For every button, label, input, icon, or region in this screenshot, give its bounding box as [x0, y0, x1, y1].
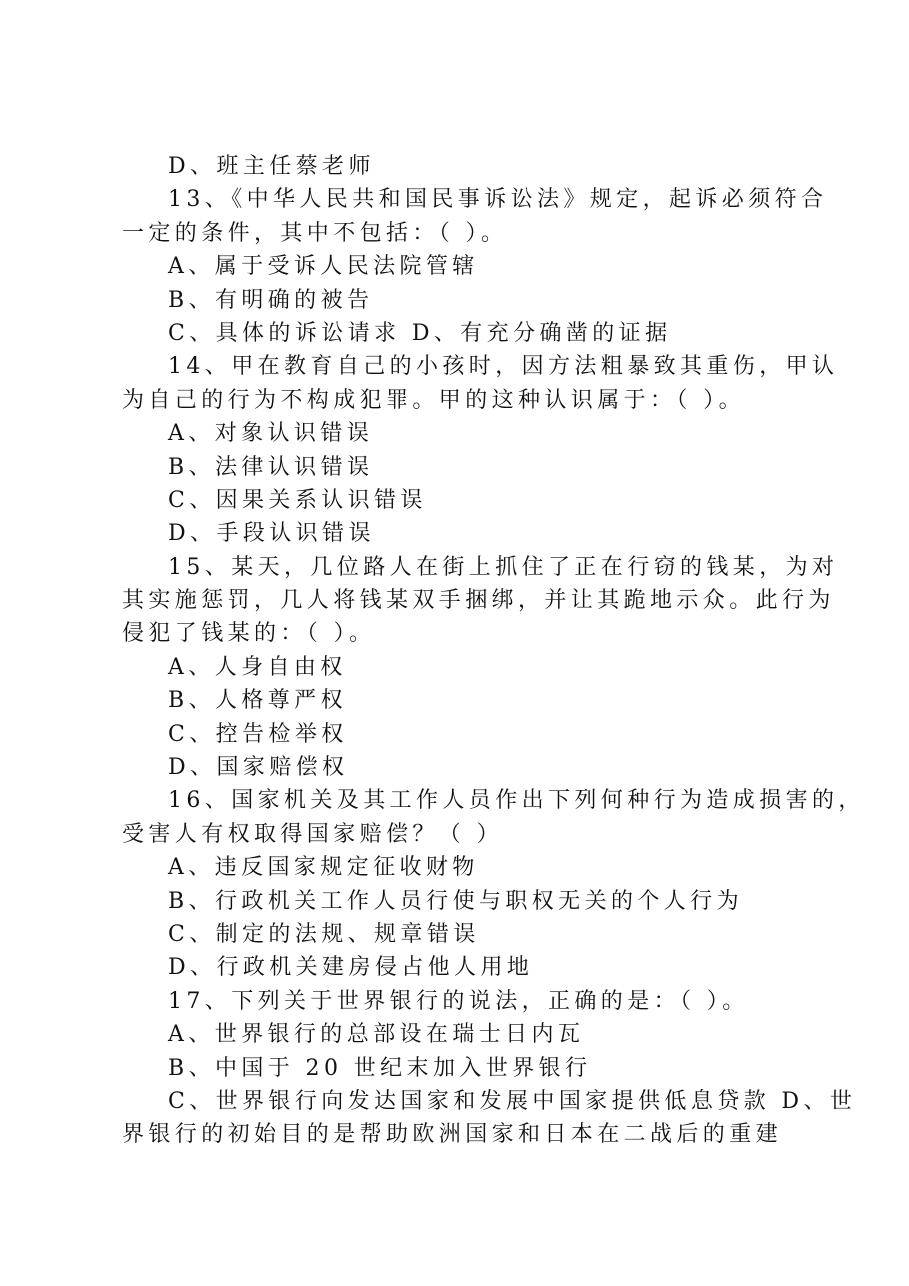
option-line: A、违反国家规定征收财物	[168, 855, 479, 881]
option-line: D、行政机关建房侵占他人用地	[168, 955, 534, 981]
option-line: A、属于受诉人民法院管辖	[168, 254, 479, 280]
question-13-stem-cont: 一定的条件，其中不包括：（ ）。	[122, 220, 508, 246]
text-line: D、班主任蔡老师	[168, 154, 375, 179]
option-line: C、控告检举权	[168, 721, 348, 747]
option-line: B、行政机关工作人员行使与职权无关的个人行为	[168, 888, 743, 914]
option-line: A、世界银行的总部设在瑞士日内瓦	[168, 1022, 585, 1048]
question-15-stem-cont: 其实施惩罚，几人将钱某双手捆绑，并让其跪地示众。此行为	[122, 588, 835, 614]
option-line: C、世界银行向发达国家和发展中国家提供低息贷款 D、世	[168, 1088, 857, 1114]
question-13-stem: 13、《中华人民共和国民事诉讼法》规定，起诉必须符合	[168, 187, 828, 213]
question-15-stem: 15、某天，几位路人在街上抓住了正在行窃的钱某，为对	[168, 554, 839, 580]
question-15-stem-cont: 侵犯了钱某的：（ ）。	[122, 621, 376, 647]
option-line: C、因果关系认识错误	[168, 487, 427, 513]
question-14-stem-cont: 为自己的行为不构成犯罪。甲的这种认识属于：（ ）。	[122, 387, 745, 413]
option-line: A、人身自由权	[168, 654, 347, 680]
option-line: C、制定的法规、规章错误	[168, 921, 480, 947]
option-line: B、人格尊严权	[168, 688, 347, 714]
option-line: A、对象认识错误	[168, 421, 374, 447]
option-line-cont: 界银行的初始目的是帮助欧洲国家和日本在二战后的重建	[122, 1122, 783, 1148]
question-16-stem-cont: 受害人有权取得国家赔偿？（ ）	[122, 821, 503, 847]
option-line: B、有明确的被告	[168, 287, 374, 313]
option-line: B、中国于 20 世纪末加入世界银行	[168, 1055, 592, 1081]
option-line: D、手段认识错误	[168, 521, 375, 547]
question-16-stem: 16、国家机关及其工作人员作出下列何种行为造成损害的，	[168, 788, 865, 814]
document-body	[122, 150, 865, 1152]
option-line: B、法律认识错误	[168, 454, 374, 480]
question-17-stem: 17、下列关于世界银行的说法，正确的是：（ ）。	[168, 988, 749, 1014]
option-line: C、具体的诉讼请求 D、有充分确凿的证据	[168, 320, 672, 346]
question-14-stem: 14、甲在教育自己的小孩时，因方法粗暴致其重伤，甲认	[168, 354, 839, 380]
option-line: D、国家赔偿权	[168, 755, 349, 781]
